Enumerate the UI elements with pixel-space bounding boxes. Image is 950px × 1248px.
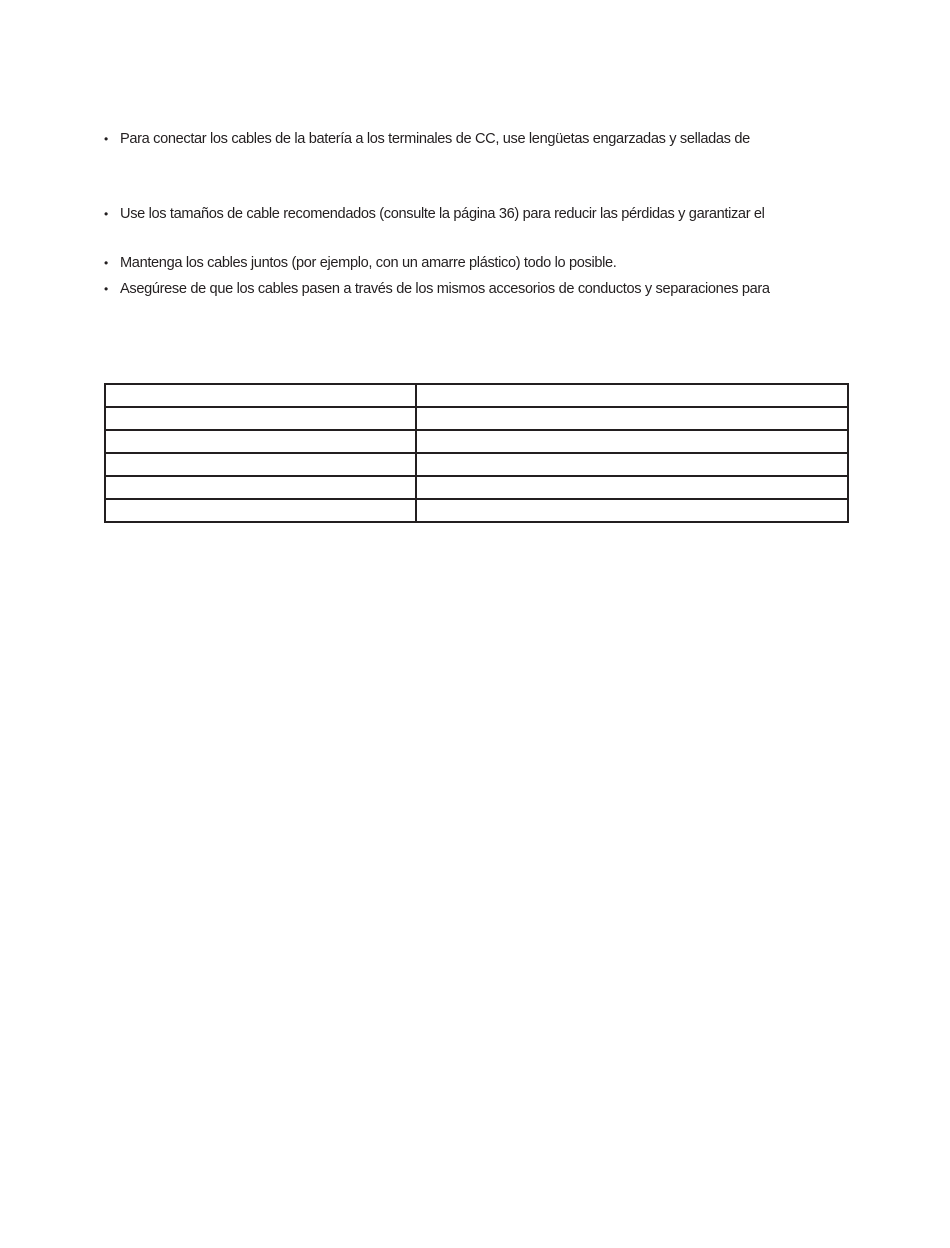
table-cell bbox=[416, 476, 848, 499]
table-cell bbox=[416, 407, 848, 430]
bullet-item-2 bbox=[104, 205, 864, 223]
cable-size-table bbox=[104, 383, 849, 523]
bullet-text: Para conectar los cables de la batería a los terminales de CC, use lengüetas engarzadas y selladas de bbox=[120, 131, 750, 147]
table-cell bbox=[105, 430, 416, 453]
table-cell bbox=[105, 499, 416, 522]
table-cell bbox=[105, 476, 416, 499]
table-row bbox=[105, 430, 848, 453]
bullet-item-3 bbox=[104, 254, 864, 272]
table-row bbox=[105, 453, 848, 476]
bullet-text: Mantenga los cables juntos (por ejemplo, con un amarre plástico) todo lo posible. bbox=[120, 255, 617, 271]
table-cell bbox=[416, 453, 848, 476]
bullet-item-4 bbox=[104, 280, 864, 298]
bullet-text: Asegúrese de que los cables pasen a través de los mismos accesorios de conductos y separaciones para bbox=[120, 281, 770, 297]
table-cell bbox=[105, 384, 416, 407]
bullet-marker: • bbox=[104, 132, 108, 146]
table-cell bbox=[105, 407, 416, 430]
table-row bbox=[105, 476, 848, 499]
table-cell bbox=[105, 453, 416, 476]
table-row bbox=[105, 407, 848, 430]
bullet-text: Use los tamaños de cable recomendados (consulte la página 36) para reducir las pérdidas y garantizar el bbox=[120, 206, 765, 222]
table-cell bbox=[416, 430, 848, 453]
table-row bbox=[105, 499, 848, 522]
bullet-marker: • bbox=[104, 256, 108, 270]
bullet-item-1 bbox=[104, 130, 864, 148]
table-cell bbox=[416, 384, 848, 407]
bullet-marker: • bbox=[104, 207, 108, 221]
table-row bbox=[105, 384, 848, 407]
bullet-marker: • bbox=[104, 282, 108, 296]
table-cell bbox=[416, 499, 848, 522]
